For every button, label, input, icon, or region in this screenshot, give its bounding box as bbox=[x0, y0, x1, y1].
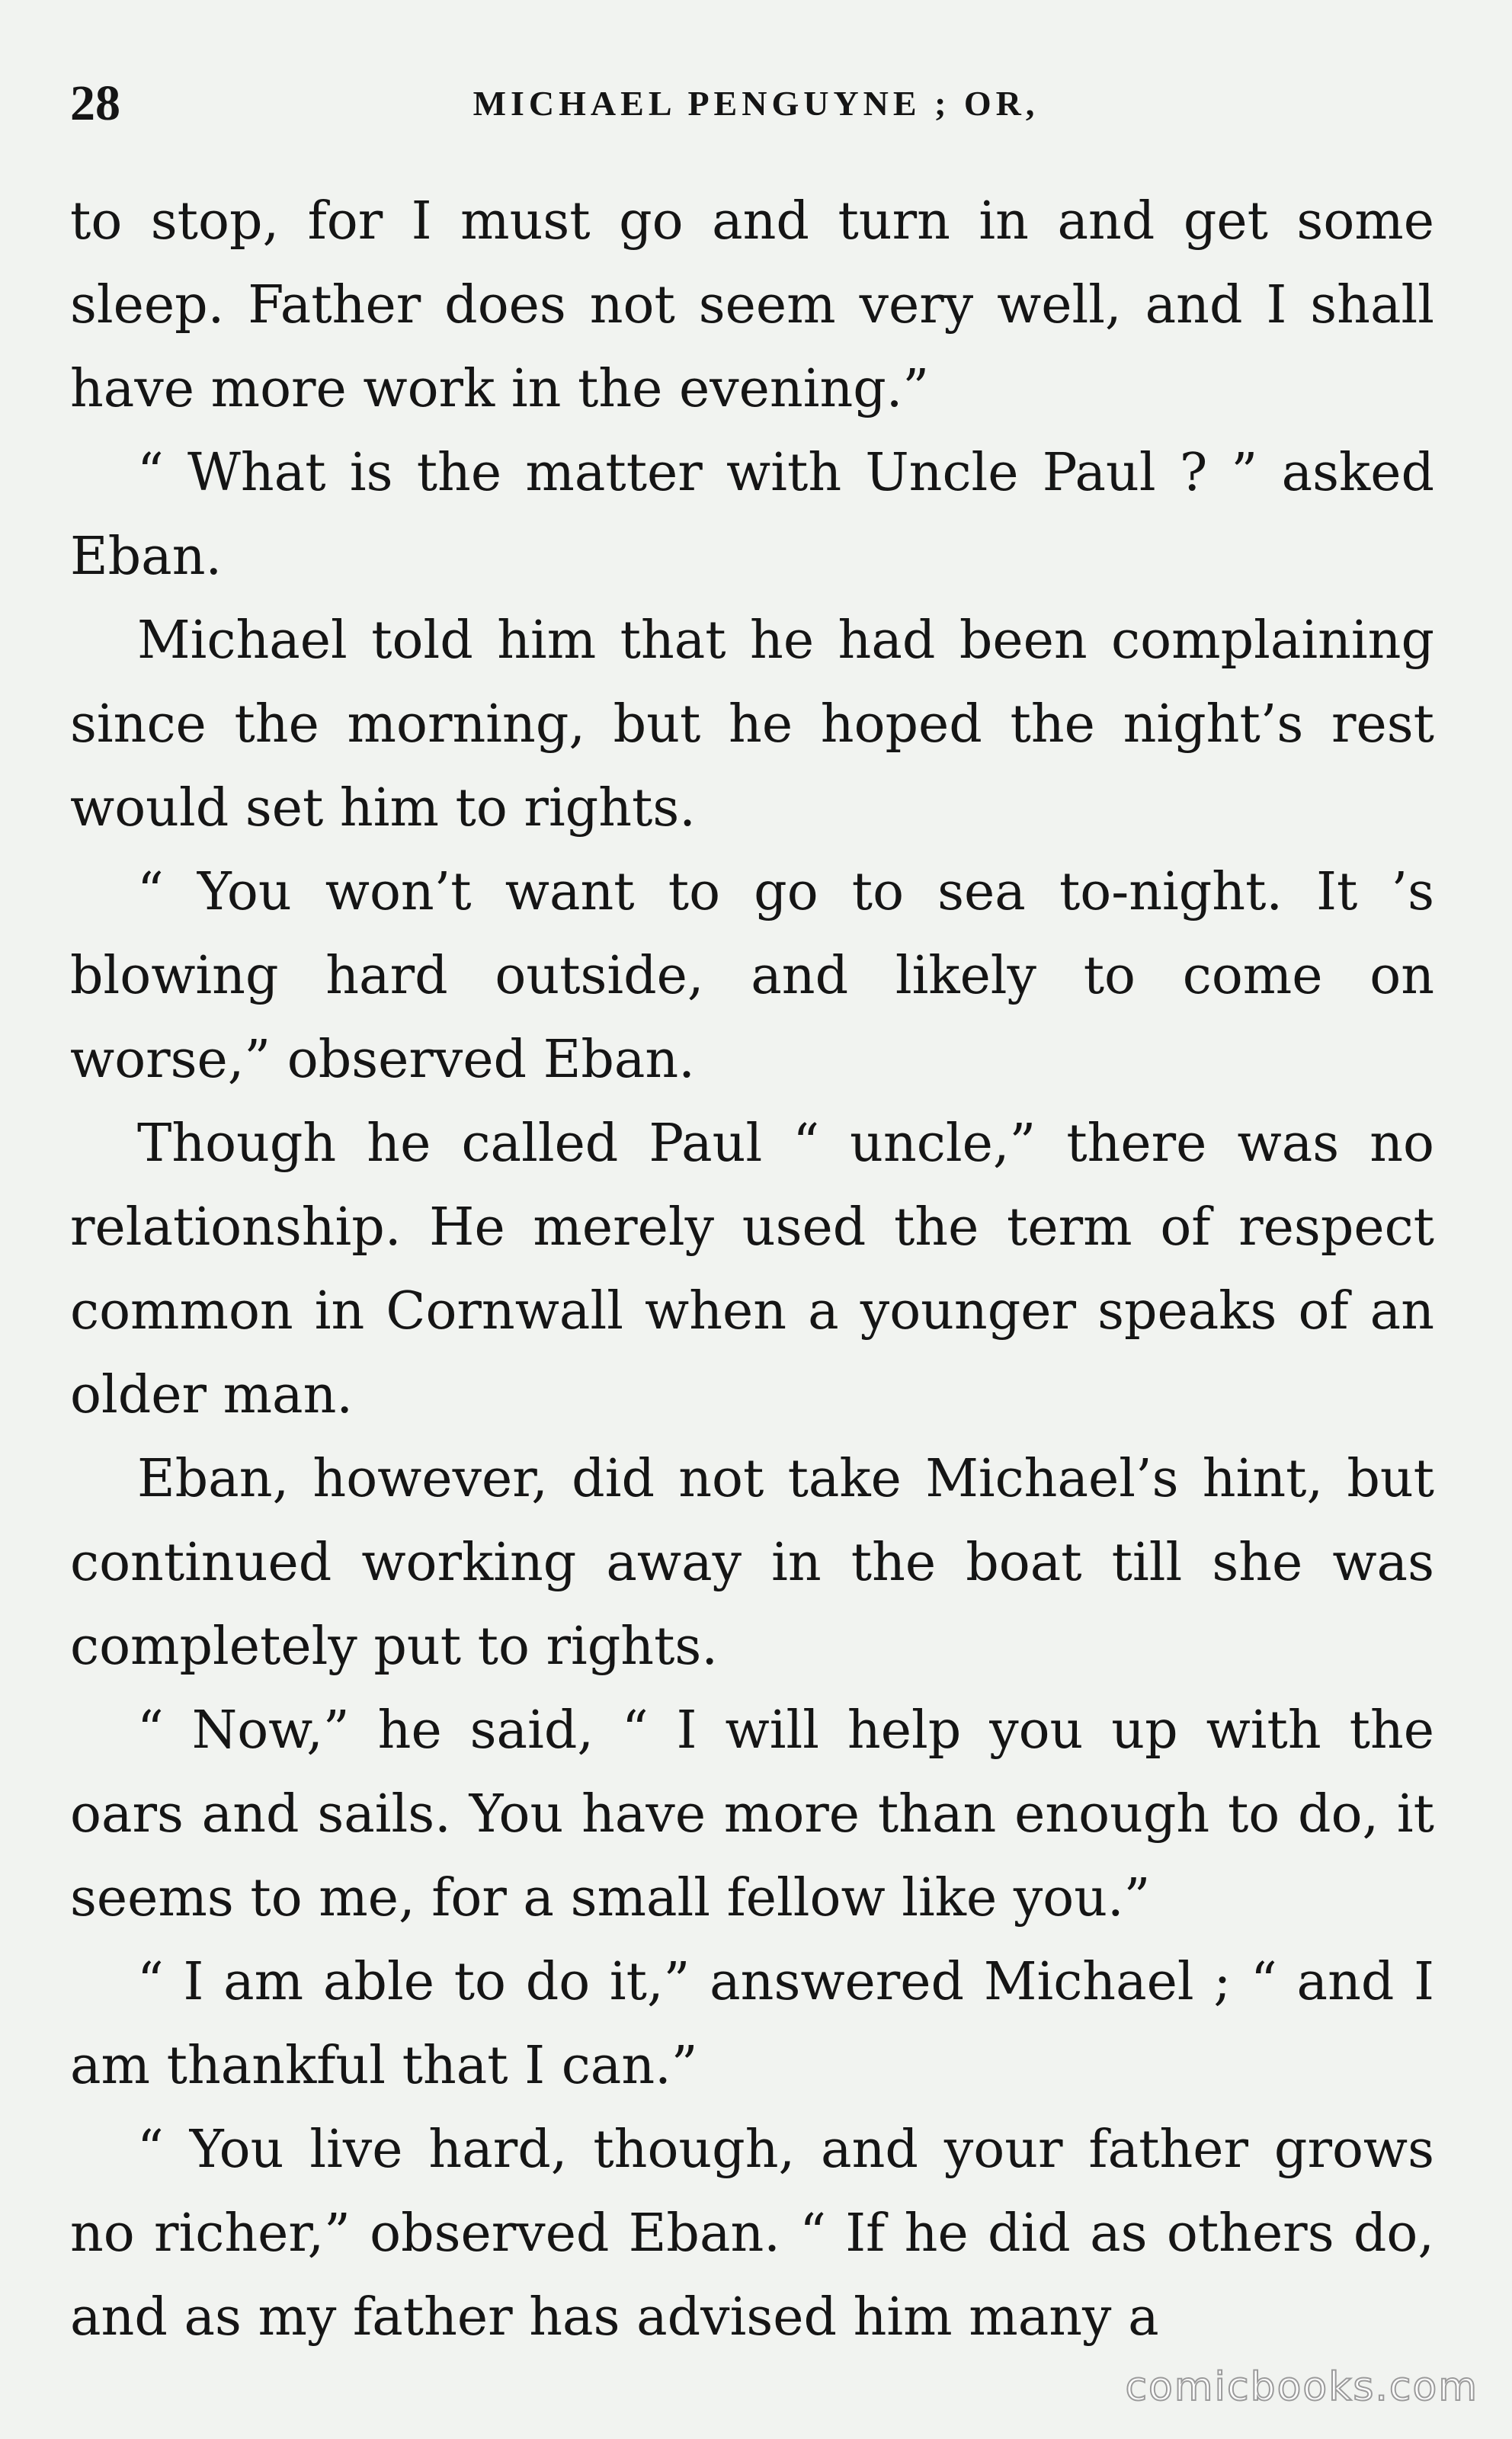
page-header bbox=[70, 73, 1442, 134]
paragraph: “ Now,” he said, “ I will help you up with the oars and sails. You have more than enough to do, it seems to me, for a small fellow like you.” bbox=[70, 1700, 1434, 1928]
paragraph: “ I am able to do it,” answered Michael ; “ and I am thankful that I can.” bbox=[70, 1952, 1434, 2096]
paragraph: “ You won’t want to go to sea to-night. It ’s blowing hard outside, and likely to come on worse,” observed Eban. bbox=[70, 862, 1434, 1090]
running-head: MICHAEL PENGUYNE ; OR, bbox=[472, 84, 1040, 123]
paragraph: Eban, however, did not take Michael’s hint, but continued working away in the boat till she was completely put to rights. bbox=[70, 1449, 1434, 1677]
page-number: 28 bbox=[70, 75, 120, 131]
paragraph: Michael told him that he had been complaining since the morning, but he hoped the night’s rest would set him to rights. bbox=[70, 611, 1434, 838]
paragraph: “ What is the matter with Uncle Paul ? ” asked Eban. bbox=[70, 443, 1434, 587]
body-text bbox=[70, 180, 1434, 2360]
watermark: comicbooks.com bbox=[1125, 2364, 1478, 2410]
paragraph: to stop, for I must go and turn in and get some sleep. Father does not seem very well, and I shall have more work in the evening.” bbox=[70, 191, 1434, 419]
paragraph: “ You live hard, though, and your father grows no richer,” observed Eban. “ If he did as others do, and as my father has advised him many a bbox=[70, 2120, 1434, 2348]
paragraph: Though he called Paul “ uncle,” there was no relationship. He merely used the term of respect common in Cornwall when a younger speaks of an older man. bbox=[70, 1114, 1434, 1425]
